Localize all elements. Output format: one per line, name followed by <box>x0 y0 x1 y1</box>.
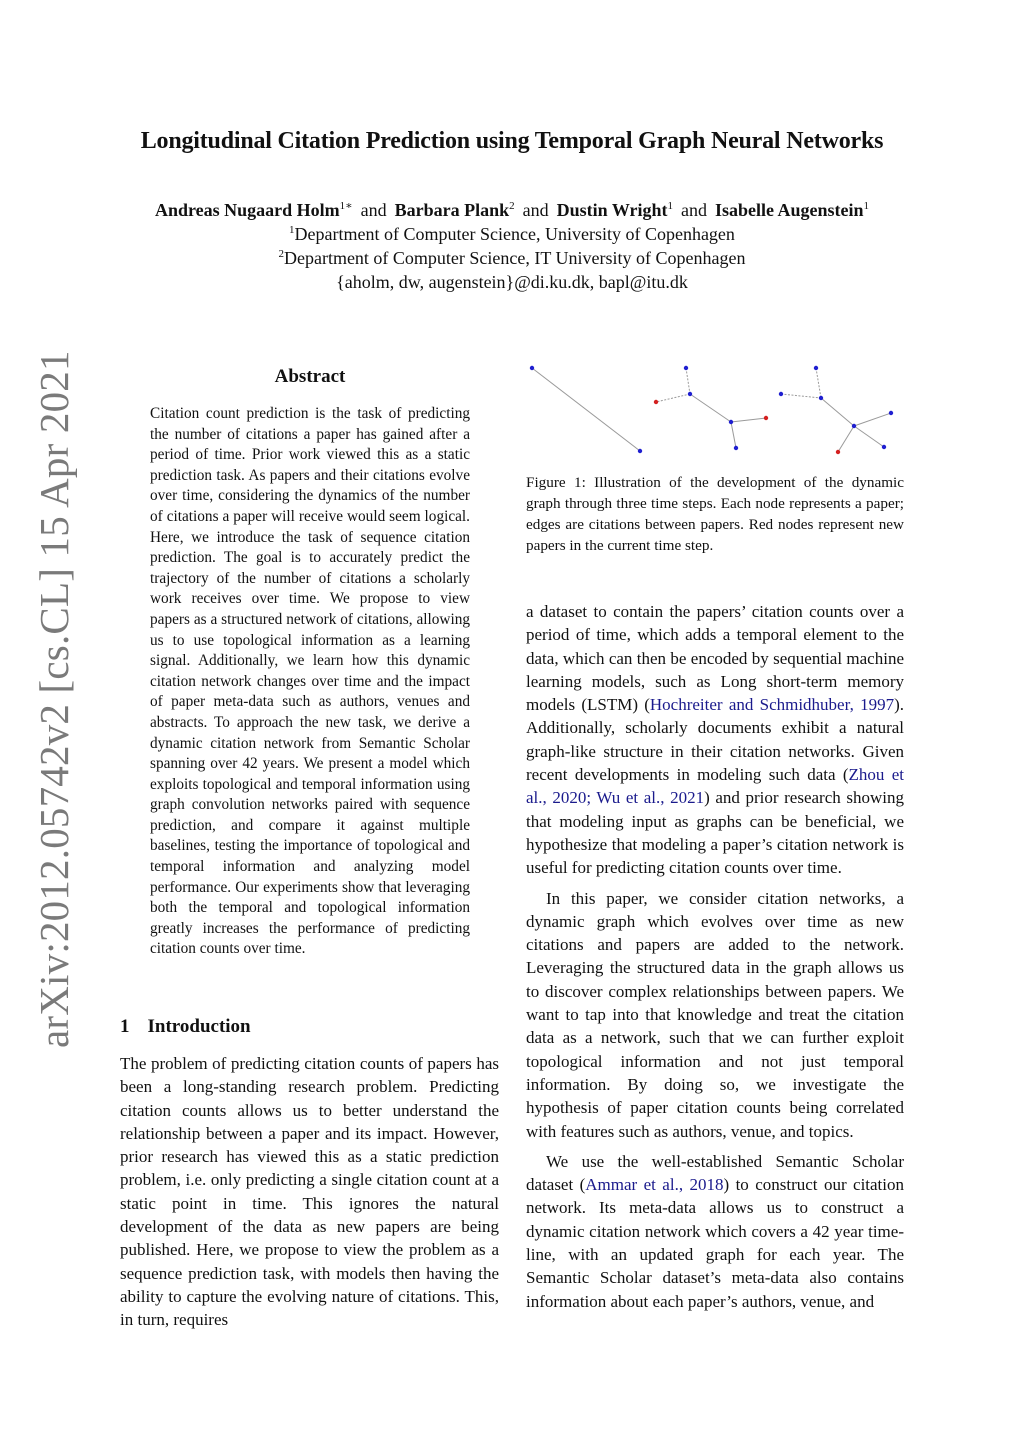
intro-left-column <box>120 1052 499 1332</box>
author-name: Isabelle Augenstein <box>715 200 864 220</box>
section-heading: 1 Introduction <box>120 1016 251 1037</box>
citation-edge <box>686 368 690 394</box>
dynamic-graph-illustration <box>526 360 906 460</box>
affiliation: $^2$Department of Computer Science, IT University of Copenhagen <box>278 248 746 268</box>
and-word: and <box>681 200 708 220</box>
paragraph: The problem of predicting citation counts of papers has been a long-standing research problem. Predicting citation counts allows us to better understand the relationship between a paper and its impact. However, prior research has viewed this as a static prediction problem, i.e. only predicting a single citation count at a static point in time. This ignores the natural development of the data as new papers are being published. Here, we propose to view the problem as a sequence prediction task, with models then having the ability to capture the evolving nature of citations. This, in turn, requires <box>120 1054 499 1330</box>
figure-1-graph <box>526 360 906 460</box>
author-name: Barbara Plank <box>394 200 510 220</box>
paragraph: We use the well-established Semantic Scholar dataset (Ammar et al., 2018) to construct our citation network. Its meta-data allows us to construct a dynamic citation network which covers a 42 year time-line, with an updated graph for each year. The Semantic Scholar dataset’s meta-data also contains information about each paper’s authors, venue, and <box>526 1151 905 1311</box>
author-sup: 1 <box>863 200 870 212</box>
paper-node <box>684 366 688 370</box>
paper-node <box>852 424 856 428</box>
and-word: and <box>522 200 549 220</box>
citation-edge <box>854 413 891 426</box>
author-list <box>0 198 1024 222</box>
paper-node <box>819 396 823 400</box>
paper-node <box>688 392 692 396</box>
author-block <box>0 198 1024 294</box>
citation-edge <box>821 398 854 426</box>
paper-title: Longitudinal Citation Prediction using Temporal Graph Neural Networks <box>140 128 884 154</box>
arxiv-identifier: arXiv:2012.05742v2 [cs.CL] 15 Apr 2021 <box>31 350 77 1048</box>
figure-caption: Figure 1: Illustration of the development of the dynamic graph through three time steps. Each node represents a paper; edges are citations between papers. Red nodes represent new papers in the current time step. <box>526 474 904 554</box>
intro-right-column <box>526 600 904 1313</box>
author-sup: 2 <box>509 200 515 212</box>
and-word: and <box>360 200 387 220</box>
citation-link[interactable]: Zhou et al., 2020; Wu et al., 2021 <box>526 765 904 808</box>
citation-edge <box>731 422 736 448</box>
author-name: Dustin Wright <box>556 200 668 220</box>
author-name: Andreas Nugaard Holm <box>154 200 340 220</box>
citation-edge <box>781 394 821 398</box>
citation-link[interactable]: Hochreiter and Schmidhuber, 1997 <box>649 695 895 715</box>
citation-edge <box>656 394 690 402</box>
abstract-heading: Abstract <box>274 366 346 387</box>
new-paper-node <box>764 416 768 420</box>
citation-edge <box>690 394 731 422</box>
paper-node <box>530 366 534 370</box>
new-paper-node <box>654 400 658 404</box>
citation-edge <box>731 418 766 422</box>
paper-node <box>638 449 642 453</box>
citation-edge <box>854 426 884 447</box>
new-paper-node <box>836 450 840 454</box>
citation-link[interactable]: Ammar et al., 2018 <box>585 1175 724 1195</box>
citation-edge <box>532 368 640 451</box>
paper-node <box>889 411 893 415</box>
paper-node <box>882 445 886 449</box>
paper-node <box>779 392 783 396</box>
paragraph: In this paper, we consider citation networks, a dynamic graph which evolves over time as new citations and papers are added to the network. Leveraging the structured data in the graph allows us to discover complex relationships between papers. We want to tap into that knowledge and treat the citation data as a network, such that we can further exploit topological information and not just temporal information. By doing so, we investigate the hypothesis of paper citation counts being correlated with features such as authors, venue, and topics. <box>526 888 904 1141</box>
paper-node <box>814 366 818 370</box>
paper-node <box>729 420 733 424</box>
citation-edge <box>838 426 854 452</box>
email-line: {aholm, dw, augenstein}@di.ku.dk, bapl@itu.dk <box>336 272 688 292</box>
author-sup: 1∗ <box>339 200 353 212</box>
citation-edge <box>816 368 821 398</box>
abstract-body: Citation count prediction is the task of predicting the number of citations a paper has gained after a period of time. Prior work viewed this as a static prediction task. As papers and their citations evolve over time, considering the dynamics of the number of citations a paper will receive would seem logical. Here, we introduce the task of sequence citation prediction. The goal is to accurately predict the trajectory of the number of citations a scholarly work receives over time. We propose to view papers as a structured network of citations, allowing us to use topological information as a learning signal. Additionally, we learn how this dynamic citation network changes over time and the impact of paper meta-data such as authors, venues and abstracts. To approach the new task, we derive a dynamic citation network from Semantic Scholar spanning over 42 years. We present a model which exploits topological and temporal information using graph convolution networks paired with sequence prediction, and compare it against multiple baselines, testing the importance of topological and temporal information and analyzing model performance. Our experiments show that leveraging both the temporal and topological information greatly increases the performance of predicting citation counts over time. <box>150 405 470 958</box>
affiliation: $^1$Department of Computer Science, University of Copenhagen <box>289 224 735 244</box>
paper-node <box>734 446 738 450</box>
paragraph: a dataset to contain the papers’ citation counts over a period of time, which adds a temporal element to the data, which can then be encoded by sequential machine learning models, such as Long short-term memory models (LSTM) (Hochreiter and Schmidhuber, 1997). Additionally, scholarly documents exhibit a natural graph-like structure in their citation networks. Given recent developments in modeling such data (Zhou et al., 2020; Wu et al., 2021) and prior research showing that modeling input as graphs can be beneficial, we hypothesize that modeling a paper’s citation network is useful for predicting citation counts over time. <box>526 602 904 878</box>
author-sup: 1 <box>667 200 674 212</box>
